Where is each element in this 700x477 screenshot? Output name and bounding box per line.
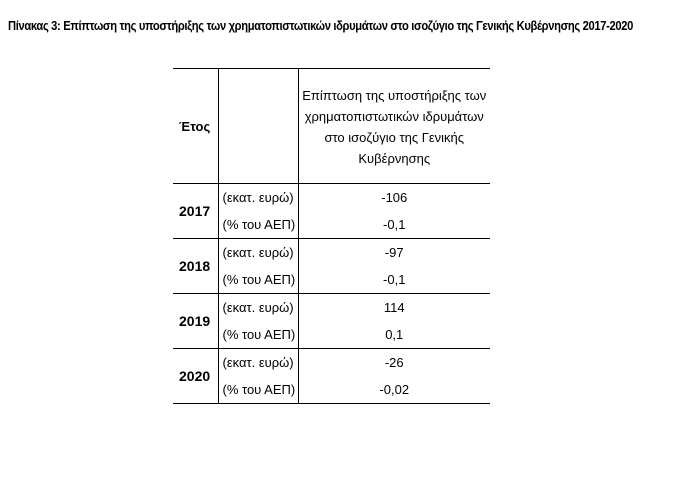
row-value-eur: -97 [298, 239, 490, 267]
row-unit-gdp: (% του ΑΕΠ) [218, 376, 298, 404]
row-value-gdp: -0,1 [298, 211, 490, 239]
row-unit-eur: (εκατ. ευρώ) [218, 184, 298, 212]
table-row [173, 349, 490, 377]
row-unit-gdp: (% του ΑΕΠ) [218, 211, 298, 239]
header-year: Έτος [173, 69, 218, 184]
row-value-gdp: -0,1 [298, 266, 490, 294]
data-table [173, 68, 490, 404]
table-row [173, 239, 490, 267]
row-year: 2020 [173, 349, 218, 404]
row-year: 2018 [173, 239, 218, 294]
header-value-line: χρηματοπιστωτικών ιδρυμάτων [304, 109, 484, 124]
row-value-eur: -26 [298, 349, 490, 377]
header-value-line: Κυβέρνησης [358, 151, 431, 166]
row-unit-eur: (εκατ. ευρώ) [218, 294, 298, 322]
header-value-line: Επίπτωση της υποστήριξης των [302, 88, 487, 103]
header-value [298, 69, 490, 184]
table-row [173, 294, 490, 322]
row-value-eur: 114 [298, 294, 490, 322]
row-year: 2017 [173, 184, 218, 239]
table-caption: Πίνακας 3: Επίπτωση της υποστήριξης των χρηματοπιστωτικών ιδρυμάτων στο ισοζύγιο της Γενικής Κυβέρνησης 2017-2020 [8, 18, 634, 33]
row-unit-gdp: (% του ΑΕΠ) [218, 266, 298, 294]
row-value-gdp: 0,1 [298, 321, 490, 349]
row-value-gdp: -0,02 [298, 376, 490, 404]
table-header-row [173, 69, 490, 184]
table-row [173, 211, 490, 239]
table-row [173, 184, 490, 212]
table-row [173, 321, 490, 349]
row-unit-eur: (εκατ. ευρώ) [218, 349, 298, 377]
row-value-eur: -106 [298, 184, 490, 212]
row-unit-gdp: (% του ΑΕΠ) [218, 321, 298, 349]
header-value-line: στο ισοζύγιο της Γενικής [324, 130, 465, 145]
header-unit [218, 69, 298, 184]
table-row [173, 266, 490, 294]
table-row [173, 376, 490, 404]
row-unit-eur: (εκατ. ευρώ) [218, 239, 298, 267]
row-year: 2019 [173, 294, 218, 349]
